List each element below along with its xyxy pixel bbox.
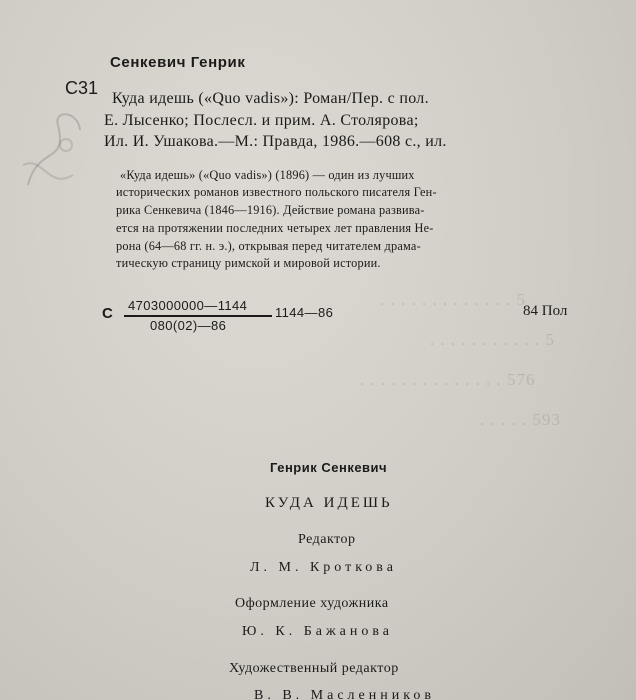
bibliographic-letter: С xyxy=(102,305,113,322)
fraction-divider xyxy=(124,315,272,317)
bbk-class-code: 84 Пол xyxy=(523,303,568,319)
annotation-line: «Куда идешь» («Quo vadis») (1896) — один из лучших xyxy=(120,168,415,182)
editor-label: Редактор xyxy=(298,532,356,547)
title-line: Куда идешь («Quo vadis»): Роман/Пер. с пол. xyxy=(112,90,429,107)
bleed-through-text: . . . . . . . . . . . . . 5 xyxy=(380,290,526,309)
bleed-through-text: . . . . . 593 xyxy=(480,410,561,429)
publication-line: Ил. И. Ушакова.—М.: Правда, 1986.—608 с., ил. xyxy=(104,133,447,150)
bleed-through-text: . . . . . . . . . . . 5 xyxy=(430,330,555,349)
art-editor-label: Художественный редактор xyxy=(229,661,399,676)
imprint-author: Генрик Сенкевич xyxy=(270,460,388,475)
design-name: Ю. К. Бажанова xyxy=(242,624,393,639)
annotation-line: ется на протяжении последних четырех лет правления Не- xyxy=(116,221,434,235)
index-suffix: 1144—86 xyxy=(275,305,334,320)
editor-name: Л. М. Кроткова xyxy=(250,560,397,575)
translator-line: Е. Лысенко; Послесл. и прим. А. Столярова; xyxy=(104,112,419,129)
author-heading: Сенкевич Генрик xyxy=(110,54,246,71)
annotation-line: исторических романов известного польского писателя Ген- xyxy=(116,185,437,199)
annotation-line: тическую страницу римской и мировой истории. xyxy=(116,256,381,270)
design-label: Оформление художника xyxy=(235,596,389,611)
imprint-title: КУДА ИДЕШЬ xyxy=(265,495,393,511)
bleed-through-text: . . . . . . . . . . . . . . 576 xyxy=(360,370,536,389)
index-numerator: 4703000000—1144 xyxy=(128,298,248,313)
classification-code: С31 xyxy=(65,78,99,98)
index-denominator: 080(02)—86 xyxy=(150,318,227,333)
art-editor-name: В. В. Масленников xyxy=(254,688,435,700)
decorative-ornament-icon xyxy=(18,105,88,195)
annotation-line: рона (64—68 гг. н. э.), открывая перед читателем драма- xyxy=(116,239,421,253)
annotation-line: рика Сенкевича (1846—1916). Действие романа развива- xyxy=(116,203,425,217)
